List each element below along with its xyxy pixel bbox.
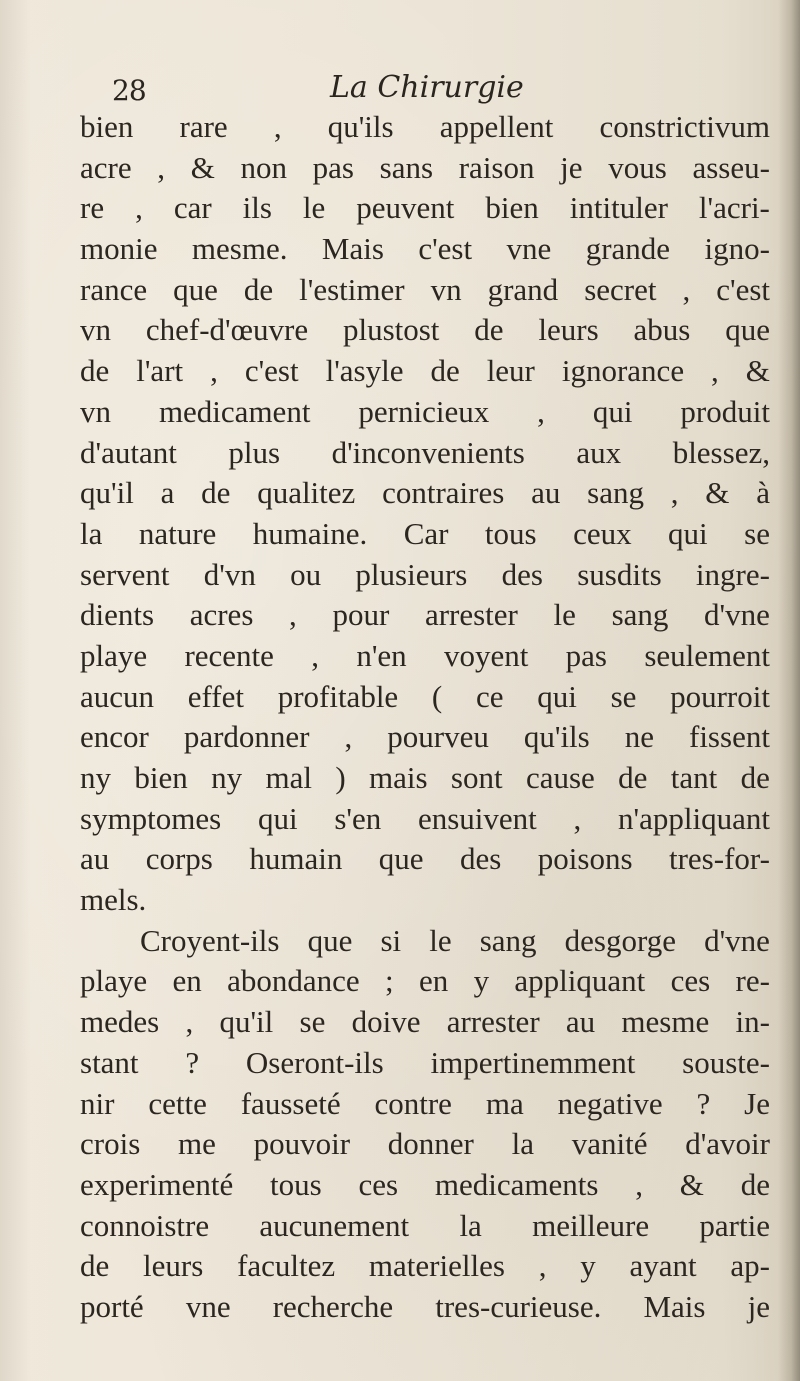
word: de (80, 1248, 110, 1284)
word: d'avoir (685, 1126, 770, 1162)
word: en (172, 963, 202, 999)
word: plusieurs (355, 556, 468, 592)
word: l'estimer (299, 271, 405, 307)
word: & (679, 1166, 704, 1202)
word: porté (80, 1288, 144, 1324)
word: pas (565, 637, 607, 673)
running-title: La Chirurgie (330, 70, 524, 105)
word: peuvent (356, 190, 455, 226)
word: stant (80, 1044, 139, 1080)
text-line (80, 677, 770, 718)
word: recherche (272, 1288, 394, 1324)
word: produit (680, 393, 770, 429)
word: l'acri- (698, 190, 770, 226)
word: de (243, 271, 274, 307)
word: Mais (643, 1288, 706, 1324)
word: à (756, 475, 770, 511)
word: desgorge (564, 922, 676, 958)
word: pas (312, 149, 354, 185)
word: ma (485, 1085, 524, 1121)
word: me (178, 1126, 216, 1162)
word: plustost (342, 312, 440, 348)
text-line (80, 148, 770, 189)
word: tant (670, 760, 718, 795)
text-line (80, 514, 770, 555)
word: rare (179, 109, 228, 144)
word: au (531, 475, 561, 511)
word: impertinemment (430, 1044, 636, 1080)
word: re- (735, 963, 770, 999)
word: arrester (424, 597, 518, 633)
word: le (429, 922, 452, 958)
text-line (80, 1124, 770, 1165)
word: , (538, 1248, 547, 1284)
word: monie (80, 231, 158, 267)
word: de (474, 312, 504, 348)
word: , (311, 637, 319, 673)
word: ) (335, 760, 346, 795)
gutter-shadow (0, 0, 30, 1381)
text-line (80, 433, 770, 474)
word: d'vne (704, 597, 770, 633)
word: experimenté (80, 1166, 234, 1202)
word: mesme (621, 1004, 710, 1040)
text-line (80, 270, 770, 311)
word: si (380, 922, 402, 958)
word: ( (431, 678, 443, 714)
word: fausseté (240, 1085, 341, 1121)
word: aucun (80, 678, 155, 714)
word: de (80, 353, 110, 389)
word: le (302, 190, 326, 226)
word: pourroit (670, 678, 770, 714)
word: tous (484, 515, 537, 551)
word: a (160, 475, 175, 511)
text-line (80, 310, 770, 351)
word: des (460, 841, 502, 877)
word: negative (557, 1085, 663, 1121)
word: mels. (80, 882, 147, 918)
word: de (618, 760, 648, 795)
word: que (173, 271, 218, 307)
word: asseu- (692, 149, 770, 185)
text-line (80, 799, 770, 840)
word: rance (80, 271, 148, 307)
word: leurs (538, 312, 599, 348)
word: & (705, 475, 730, 511)
word: seulement (644, 637, 770, 673)
word: playe (80, 963, 148, 999)
word: Car (403, 515, 449, 551)
word: n'appliquant (618, 800, 770, 836)
word: profitable (277, 678, 399, 714)
text-line (80, 921, 770, 962)
word: cette (148, 1085, 207, 1121)
word: ignorance (561, 353, 685, 389)
word: , (210, 353, 218, 389)
word: d'autant (80, 434, 177, 470)
word: , (537, 393, 545, 429)
word: appliquant (514, 963, 646, 999)
word: que (307, 922, 353, 958)
word: d'inconvenients (331, 434, 525, 470)
word: d'vn (203, 556, 256, 592)
word: poisons (537, 841, 633, 877)
text-line (80, 839, 770, 880)
word: & (745, 353, 770, 389)
word: y (580, 1248, 596, 1284)
text-line (80, 1002, 770, 1043)
word: blessez, (672, 434, 770, 470)
text-line (80, 1084, 770, 1125)
word: nature (138, 515, 217, 551)
word: intituler (569, 190, 668, 226)
word: qui (668, 515, 708, 551)
word: ? (696, 1085, 711, 1121)
word: secret (584, 271, 657, 307)
word: connoistre (80, 1207, 210, 1243)
word: en (418, 963, 449, 999)
word: , (273, 109, 282, 144)
word: , (670, 475, 679, 511)
text-line (80, 880, 770, 921)
word: corps (145, 841, 213, 877)
word: , (157, 149, 166, 185)
word: qui (257, 800, 298, 836)
word: partie (699, 1207, 770, 1243)
word: c'est (418, 231, 473, 267)
text-line (80, 188, 770, 229)
word: pour (332, 597, 390, 633)
text-line (80, 555, 770, 596)
word: igno- (704, 231, 770, 267)
page-edge-shadow (778, 0, 800, 1381)
text-line (80, 351, 770, 392)
text-line (80, 636, 770, 677)
word: bien (485, 190, 539, 226)
text-line (80, 473, 770, 514)
word: ny (211, 760, 243, 795)
word: tres-for- (668, 841, 770, 877)
word: au (80, 841, 110, 877)
word: fissent (689, 719, 770, 755)
text-line (80, 758, 770, 799)
word: leur (486, 353, 535, 389)
word: re (80, 190, 105, 226)
word: de (430, 353, 460, 389)
word: pardonner (183, 719, 310, 755)
word: Croyent-ils (140, 922, 280, 958)
word: qui (592, 393, 633, 429)
word: vne (506, 231, 552, 267)
word: Je (744, 1085, 770, 1121)
word: ; (384, 963, 394, 999)
word: ap- (730, 1248, 770, 1284)
text-line (80, 961, 770, 1002)
word: , (289, 597, 297, 633)
word: ayant (629, 1248, 697, 1284)
word: in- (735, 1004, 770, 1040)
word: de (740, 1166, 770, 1202)
word: medicaments (434, 1166, 599, 1202)
word: mais (369, 760, 428, 795)
text-line (80, 1206, 770, 1247)
word: ingre- (695, 556, 770, 592)
word: crois (80, 1126, 141, 1162)
word: meilleure (532, 1207, 650, 1243)
text-line (80, 392, 770, 433)
word: abondance (227, 963, 360, 999)
word: acres (189, 597, 254, 633)
word: susdits (577, 556, 662, 592)
word: c'est (244, 353, 299, 389)
word: souste- (682, 1044, 770, 1080)
word: appellent (439, 109, 554, 144)
word: symptomes (80, 800, 222, 836)
word: car (173, 190, 212, 226)
word: de (740, 760, 770, 795)
body-text (80, 107, 770, 1328)
text-line (80, 717, 770, 758)
word: playe (80, 637, 148, 673)
word: humain (249, 841, 343, 877)
word: sans (379, 149, 434, 185)
word: ces (358, 1166, 399, 1202)
word: vn (80, 393, 111, 429)
word: , (635, 1166, 643, 1202)
text-line (80, 107, 770, 148)
word: ny (80, 760, 111, 795)
word: , (135, 190, 143, 226)
word: qu'ils (327, 109, 394, 144)
text-line (80, 1043, 770, 1084)
word: grande (585, 231, 671, 267)
word: abus (633, 312, 691, 348)
word: ? (185, 1044, 200, 1080)
word: dients (80, 597, 155, 633)
word: c'est (716, 271, 770, 307)
word: ou (290, 556, 322, 592)
word: chef-d'œuvre (145, 312, 309, 348)
word: voyent (443, 637, 529, 673)
word: donner (387, 1126, 474, 1162)
word: sont (450, 760, 503, 795)
word: vous (608, 149, 667, 185)
word: n'en (356, 637, 407, 673)
word: que (725, 312, 770, 348)
page-number: 28 (112, 74, 146, 107)
word: vanité (571, 1126, 648, 1162)
word: des (501, 556, 543, 592)
word: qualitez (257, 475, 356, 511)
word: & (190, 149, 215, 185)
word: la (80, 515, 103, 551)
word: ce (475, 678, 504, 714)
word: contraires (382, 475, 505, 511)
text-line (80, 1165, 770, 1206)
word: ne (624, 719, 654, 755)
word: s'en (334, 800, 382, 836)
word: y (473, 963, 490, 999)
word: qu'ils (523, 719, 590, 755)
word: qu'il (80, 475, 134, 511)
word: d'vne (704, 922, 770, 958)
word: plus (228, 434, 281, 470)
word: constrictivum (599, 109, 770, 144)
word: medicament (158, 393, 311, 429)
word: recente (184, 637, 274, 673)
word: Oseront-ils (245, 1044, 384, 1080)
word: ces (670, 963, 711, 999)
word: vn (430, 271, 462, 307)
word: acre (80, 149, 132, 185)
word: tous (270, 1166, 322, 1202)
word: ensuivent (417, 800, 537, 836)
word: qui (537, 678, 577, 714)
word: se (610, 678, 637, 714)
word: la (459, 1207, 482, 1243)
word: bien (80, 109, 134, 144)
word: se (744, 515, 770, 551)
word: effet (187, 678, 244, 714)
word: contre (374, 1085, 452, 1121)
word: ceux (573, 515, 632, 551)
word: l'asyle (325, 353, 404, 389)
word: bien (134, 760, 188, 795)
word: sang (587, 475, 644, 511)
word: , (344, 719, 353, 755)
word: medes (80, 1004, 160, 1040)
word: nir (80, 1085, 115, 1121)
word: , (185, 1004, 194, 1040)
word: humaine. (252, 515, 368, 551)
word: tres-curieuse. (435, 1288, 602, 1324)
word: sang (479, 922, 537, 958)
word: que (378, 841, 424, 877)
word: encor (80, 719, 149, 755)
word: facultez (237, 1248, 336, 1284)
word: servent (80, 556, 170, 592)
word: leurs (143, 1248, 204, 1284)
word: Mais (321, 231, 384, 267)
text-line (80, 1246, 770, 1287)
word: se (299, 1004, 326, 1040)
word: je (560, 149, 583, 185)
text-line (80, 229, 770, 270)
word: doive (351, 1004, 421, 1040)
word: , (682, 271, 691, 307)
word: aux (576, 434, 622, 470)
word: grand (487, 271, 559, 307)
word: vn (80, 312, 111, 348)
word: cause (525, 760, 595, 795)
word: sang (611, 597, 669, 633)
word: , (573, 800, 582, 836)
word: arrester (446, 1004, 540, 1040)
word: au (565, 1004, 596, 1040)
word: , (711, 353, 719, 389)
word: le (553, 597, 576, 633)
word: pernicieux (358, 393, 490, 429)
word: mal (265, 760, 312, 795)
word: vne (185, 1288, 231, 1324)
word: materielles (368, 1248, 505, 1284)
word: mesme. (191, 231, 288, 267)
word: la (511, 1126, 534, 1162)
text-line (80, 595, 770, 636)
word: pouvoir (253, 1126, 351, 1162)
word: aucunement (259, 1207, 410, 1243)
text-line (80, 1287, 770, 1328)
word: je (747, 1288, 770, 1324)
word: qu'il (219, 1004, 274, 1040)
word: raison (458, 149, 535, 185)
word: non (240, 149, 287, 185)
word: de (201, 475, 231, 511)
word: ils (242, 190, 272, 226)
word: pourveu (387, 719, 489, 755)
word: l'art (136, 353, 184, 389)
